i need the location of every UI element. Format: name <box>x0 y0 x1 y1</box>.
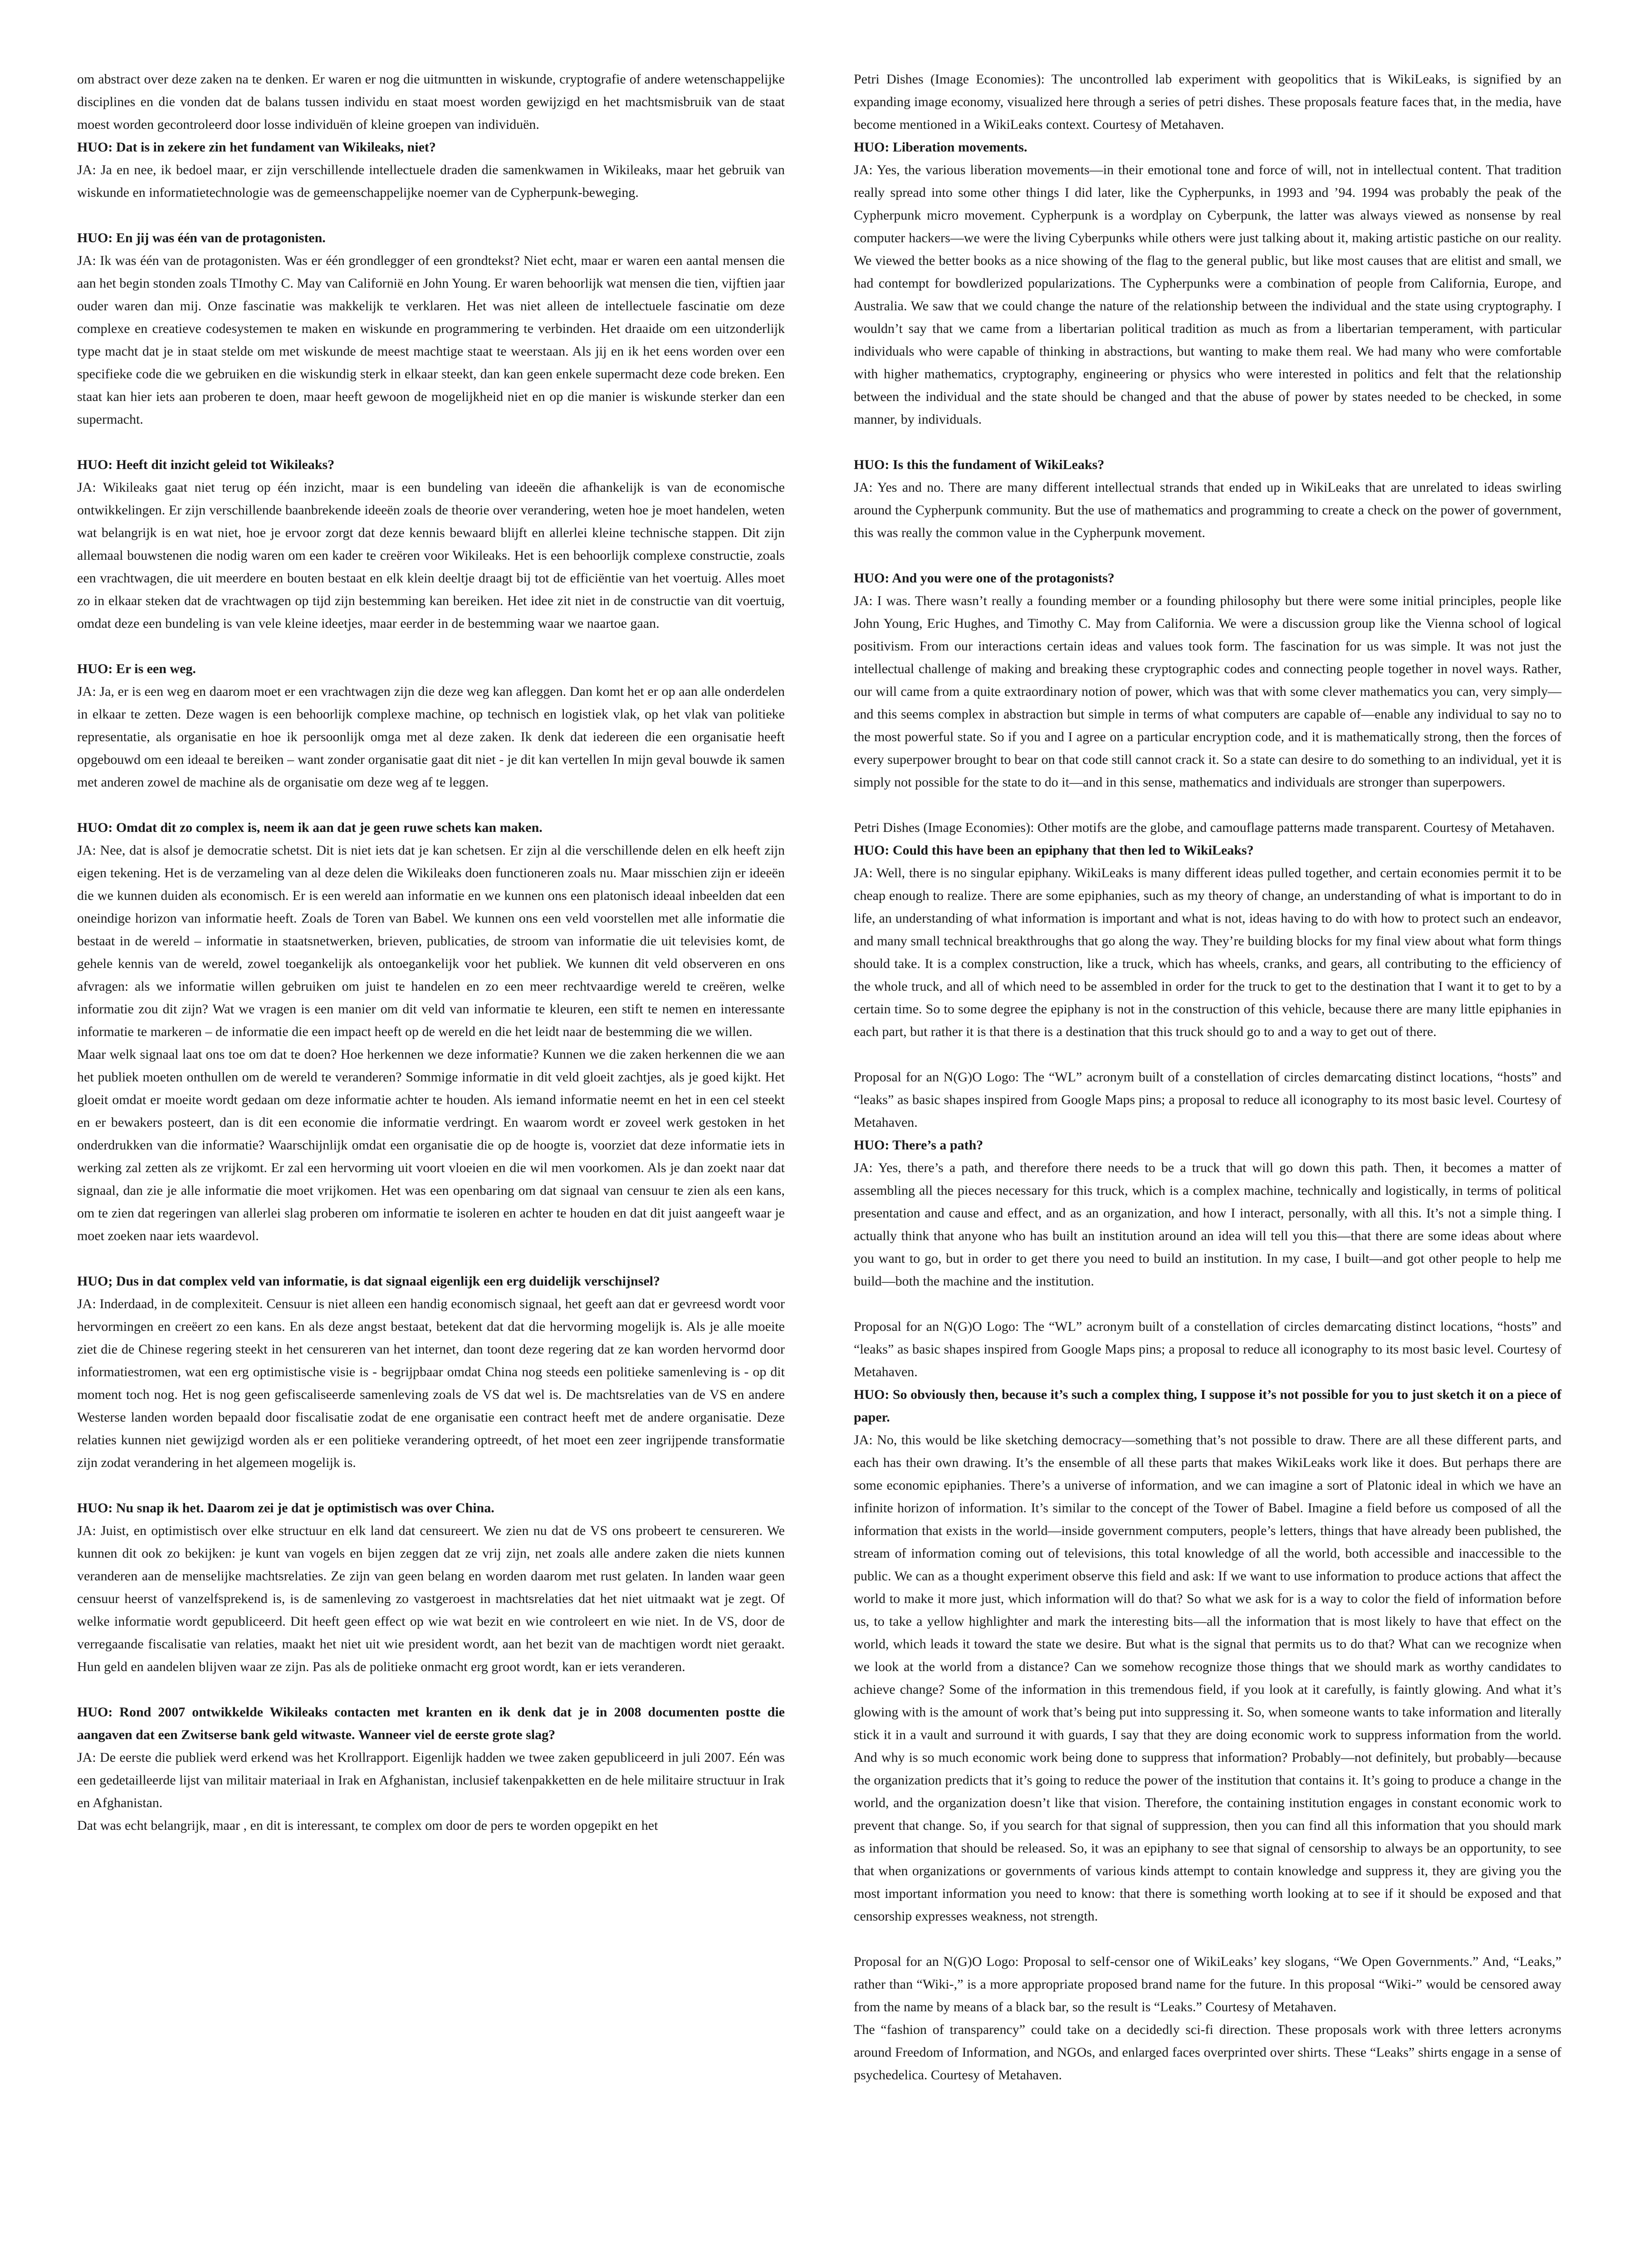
qa-block <box>77 658 785 794</box>
qa-block <box>854 567 1561 794</box>
qa-block <box>77 1270 785 1474</box>
answer: JA: De eerste die publiek werd erkend was het Krollrapport. Eigenlijk hadden we twee zaken gepubliceerd in juli 2007. Eén was een gedetailleerde lijst van militair materiaal in Irak en Afghanistan, inclusief takenpakketten en de hele militaire structuur in Irak en Afghanistan. <box>77 1750 785 1810</box>
question: HUO: En jij was één van de protagonisten. <box>77 230 326 245</box>
question: HUO: Heeft dit inzicht geleid tot Wikileaks? <box>77 457 335 472</box>
intro-paragraph: om abstract over deze zaken na te denken. Er waren er nog die uitmuntten in wiskunde, cryptografie of andere wetenschappelijke disciplines en die vonden dat de balans tussen individu en staat moest worden gewijzigd en het machtsmisbruik van de staat moest worden gecontroleerd door losse individuën of kleine groepen van individuën. <box>77 72 785 132</box>
qa-block <box>77 227 785 431</box>
qa-block <box>77 1701 785 1837</box>
qa-block <box>854 454 1561 544</box>
answer: JA: Nee, dat is alsof je democratie schetst. Dit is niet iets dat je kan schetsen. Er zijn al die verschillende delen en elk heeft zijn eigen tekening. Het is de verzameling van al deze delen die Wikileaks doen functioneren zoals nu. Maar misschien zijn er ideeën die we kunnen duiden als economisch. Er is een wereld aan informatie en we kunnen ons een platonisch ideaal inbeelden dat een oneindige horizon van informatie heeft. Zoals de Toren van Babel. We kunnen ons een veld voorstellen met alle informatie die bestaat in de wereld – informatie in staatsnetwerken, brieven, publicaties, de stroom van informatie die uit televisies komt, de gehele kennis van de wereld, zowel toegankelijk als ontoegankelijk voor het publiek. We kunnen dit veld observeren en ons afvragen: als we informatie willen gebruiken om juist te handelen en zo een meer rechtvaardige wereld te creëren, welke informatie zou dit zijn? Wat we vragen is een manier om dit veld van informatie te kleuren, een stift te nemen en interessante informatie te markeren – de informatie die een impact heeft op de wereld en die het leidt naar de bestemming die we willen. <box>77 843 785 1039</box>
answer: JA: Yes and no. There are many different intellectual strands that ended up in WikiLeaks that are unrelated to ideas swirling around the Cypherpunk community. But the use of mathematics and programming to create a check on the power of government, this was really the common value in the Cypherpunk movement. <box>854 480 1561 540</box>
image-caption: Petri Dishes (Image Economies): Other motifs are the globe, and camouflage patterns made transparent. Courtesy of Metahaven. <box>854 820 1555 835</box>
question: HUO: Dat is in zekere zin het fundament van Wikileaks, niet? <box>77 140 436 155</box>
qa-block <box>854 839 1561 1043</box>
answer: JA: Ja, er is een weg en daarom moet er een vrachtwagen zijn die deze weg kan afleggen. Dan komt het er op aan alle onderdelen in elkaar te zetten. Deze wagen is een behoorlijk complexe machine, op technisch en logistiek vlak, op het vlak van politieke representatie, als organisatie en hoe ik persoonlijk omga met al deze zaken. Ik denk dat iedereen die een organisatie heeft opgebouwd om een ideaal te bereiken – want zonder organisatie gaat dit niet - je dit kan vertellen In mijn geval bouwde ik samen met anderen zowel de machine als de organisatie om deze weg af te leggen. <box>77 684 785 790</box>
question: HUO: Liberation movements. <box>854 140 1027 155</box>
answer: JA: Juist, en optimistisch over elke structuur en elk land dat censureert. We zien nu dat de VS ons probeert te censureren. We kunnen dit ook zo bekijken: je kunt van vogels en bijen zeggen dat ze vrij zijn, net zoals alle andere zaken die niets kunnen veranderen aan de menselijke machtsrelaties. Ze zijn van geen belang en worden daarom met rust gelaten. In landen waar geen censuur heerst of vanzelfsprekend is, is de samenleving zo vastgeroest in machtsrelaties dat het niet uitmaakt wat je zegt. Of welke informatie wordt gepubliceerd. Dit heeft geen effect op wie wat bezit en wie controleert en wie niet. In de VS, door de verregaande fiscalisatie van relaties, maakt het niet uit wie president wordt, aan het bezit van de machtigen wordt niet geraakt. Hun geld en aandelen blijven waar ze zijn. Pas als de politieke onmacht erg groot wordt, kan er iets veranderen. <box>77 1523 785 1674</box>
question: HUO: And you were one of the protagonists? <box>854 571 1115 586</box>
question: HUO; Dus in dat complex veld van informatie, is dat signaal eigenlijk een erg duidelijk verschijnsel? <box>77 1274 660 1289</box>
answer: JA: Ja en nee, ik bedoel maar, er zijn verschillende intellectuele draden die samenkwamen in Wikileaks, maar het gebruik van wiskunde en informatietechnologie was de gemeenschappelijke noemer van de Cypherpunk-beweging. <box>77 162 785 200</box>
question: HUO: There’s a path? <box>854 1138 983 1153</box>
qa-block <box>854 136 1561 431</box>
left-column <box>77 68 785 2268</box>
qa-block <box>77 816 785 1247</box>
answer: JA: Inderdaad, in de complexiteit. Censuur is niet alleen een handig economisch signaal, het geeft aan dat er gevreesd wordt voor hervormingen en creëert zo een kans. En als deze angst bestaat, betekent dat dat die hervorming mogelijk is. Als je alle moeite ziet die de Chinese regering steekt in het censureren van het internet, dan toont deze regering dat ze kan worden hervormd door informatiestromen, wat een erg optimistische visie is - begrijpbaar omdat China nog steeds een politieke samenleving is - op dit moment toch nog. Het is nog geen gefiscaliseerde samenleving zoals de VS dat wel is. De machtsrelaties van de VS en andere Westerse landen worden bepaald door fiscalisatie zodat de ene organisatie een contract heeft met de andere organisatie. Deze relaties kunnen niet gewijzigd worden als er een politieke verandering optreedt, of het moet een zeer ingrijpende transformatie zijn zodat verandering in het algemeen mogelijk is. <box>77 1296 785 1470</box>
answer: JA: Ik was één van de protagonisten. Was er één grondlegger of een grondtekst? Niet echt, maar er waren een aantal mensen die aan het begin stonden zoals TImothy C. May van Californië en John Young. Er waren behoorlijk wat mensen die tien, vijftien jaar ouder waren dan mij. Onze fascinatie was makkelijk te verklaren. Het was niet alleen de intellectuele fascinatie om deze complexe en creatieve codesystemen te maken en wiskunde en programmering te verbinden. Het draaide om een uitzonderlijk type macht dat je in staat stelde om met wiskunde de meest machtige staat te weerstaan. Als jij en ik het eens worden over een specifieke code die we gebruiken en die wiskundig sterk in elkaar steekt, dan kan geen enkele supermacht deze code breken. Een staat kan hier iets aan proberen te doen, maar heeft gewoon de mogelijkheid niet en op die manier is wiskunde sterker dan een supermacht. <box>77 253 785 427</box>
qa-block <box>77 1497 785 1678</box>
answer: JA: I was. There wasn’t really a founding member or a founding philosophy but there were some initial principles, people like John Young, Eric Hughes, and Timothy C. May from California. We were a discussion group like the Vienna school of logical positivism. From our interactions certain ideas and values took form. The fascination for us was simple. It was not just the intellectual challenge of making and breaking these cryptographic codes and connecting people together in novel ways. Rather, our will came from a quite extraordinary notion of power, which was that with some clever mathematics you can, very simply—and this seems complex in abstraction but simple in terms of what computers are capable of—enable any individual to say no to the most powerful state. So if you and I agree on a particular encryption code, and it is mathematically strong, then the forces of every superpower brought to bear on that code still cannot crack it. So a state can desire to do something to an individual, yet it is simply not possible for the state to do it—and in this sense, mathematics and individuals are stronger than superpowers. <box>854 593 1561 790</box>
question: HUO: Nu snap ik het. Daarom zei je dat je optimistisch was over China. <box>77 1501 494 1515</box>
qa-block <box>77 136 785 204</box>
question: HUO: Is this the fundament of WikiLeaks? <box>854 457 1105 472</box>
image-caption: Proposal for an N(G)O Logo: The “WL” acronym built of a constellation of circles demarcating distinct locations, “hosts” and “leaks” as basic shapes inspired from Google Maps pins; a proposal to reduce all iconography to its most basic level. Courtesy of Metahaven. <box>854 1319 1561 1379</box>
question: HUO: Could this have been an epiphany that then led to WikiLeaks? <box>854 843 1254 858</box>
image-caption: The “fashion of transparency” could take on a decidedly sci-fi direction. These proposals work with three letters acronyms around Freedom of Information, and NGOs, and enlarged faces overprinted over shirts. These “Leaks” shirts engage in a sense of psychedelica. Courtesy of Metahaven. <box>854 2022 1561 2082</box>
answer: JA: Wikileaks gaat niet terug op één inzicht, maar is een bundeling van ideeën die afhankelijk is van de economische ontwikkelingen. Er zijn verschillende baanbrekende ideeën zoals de theorie over verandering, weten hoe je moet handelen, weten wat belangrijk is en wat niet, hoe je ervoor zorgt dat deze kennis bewaard blijft en allerlei kleine technische stappen. Dit zijn allemaal bouwstenen die nodig waren om een kader te creëren voor Wikileaks. Het is een behoorlijk complexe constructie, zoals een vrachtwagen, die uit meerdere en bouten bestaat en elk klein deeltje draagt bij tot de efficiëntie van het voertuig. Alles moet zo in elkaar steken dat de vrachtwagen op tijd zijn bestemming kan bereiken. Het idee zit niet in de constructie van dit voertuig, omdat deze een bundeling is van vele kleine ideetjes, maar eerder in de bestemming waar we naartoe gaan. <box>77 480 785 631</box>
image-caption: Proposal for an N(G)O Logo: Proposal to self-censor one of WikiLeaks’ key slogans, “We Open Governments.” And, “Leaks,” rather than “Wiki-,” is a more appropriate proposed brand name for the future. In this proposal “Wiki-” would be censored away from the name by means of a black bar, so the result is “Leaks.” Courtesy of Metahaven. <box>854 1954 1561 2014</box>
image-caption: Petri Dishes (Image Economies): The uncontrolled lab experiment with geopolitics that is WikiLeaks, is signified by an expanding image economy, visualized here through a series of petri dishes. These proposals feature faces that, in the media, have become mentioned in a WikiLeaks context. Courtesy of Metahaven. <box>854 72 1561 132</box>
answer: JA: Yes, the various liberation movements—in their emotional tone and force of will, not in intellectual content. That tradition really spread into some other things I did later, like the Cypherpunks, in 1993 and ’94. 1994 was probably the peak of the Cypherpunk micro movement. Cypherpunk is a wordplay on Cyberpunk, the latter was always viewed as nonsense by real computer hackers—we were the living Cyberpunks while others were just talking about it, making artistic pastiche on our reality. We viewed the better books as a nice showing of the flag to the general public, but like most causes that are elitist and small, we had contempt for bowdlerized popularizations. The Cypherpunks were a combination of people from California, Europe, and Australia. We saw that we could change the nature of the relationship between the individual and the state using cryptography. I wouldn’t say that we came from a libertarian political tradition as much as from a libertarian temperament, with particular individuals who were capable of thinking in abstractions, but wanting to make them real. We had many who were comfortable with higher mathematics, cryptography, engineering or physics who were interested in politics and felt that the relationship between the individual and the state should be changed and that the abuse of power by states needed to be checked, in some manner, by individuals. <box>854 162 1561 427</box>
answer: JA: No, this would be like sketching democracy—something that’s not possible to draw. There are all these different parts, and each has their own drawing. It’s the ensemble of all these parts that makes WikiLeaks work like it does. But perhaps there are some economic epiphanies. There’s a universe of information, and we can imagine a sort of Platonic ideal in which we have an infinite horizon of information. It’s similar to the concept of the Tower of Babel. Imagine a field before us composed of all the information that exists in the world—inside government computers, people’s letters, things that have already been published, the stream of information coming out of televisions, this total knowledge of all the world, both accessible and inaccessible to the public. We can as a thought experiment observe this field and ask: If we want to use information to produce actions that affect the world to make it more just, which information will do that? So what we ask for is a way to color the field of information before us, to take a yellow highlighter and mark the interesting bits—all the information that is most likely to have that effect on the world, which leads it toward the state we desire. But what is the signal that permits us to do that? What can we recognize when we look at the world from a distance? Can we somehow recognize those things that we should mark as worthy candidates to achieve change? Some of the information in this tremendous field, if you look at it carefully, is faintly glowing. And what it’s glowing with is the amount of work that’s being put into suppressing it. So, when someone wants to take information and literally stick it in a vault and surround it with guards, I say that they are doing economic work to suppress information from the world. And why is so much economic work being done to suppress that information? Probably—not definitely, but probably—because the organization predicts that it’s going to reduce the power of the institution that contains it. It’s going to produce a change in the world, and the organization doesn’t like that vision. Therefore, the containing institution engages in constant economic work to prevent that change. So, if you search for that signal of suppression, then you can find all this information that you should mark as information that should be released. So, it was an epiphany to see that signal of censorship to always be an opportunity, to see that when organizations or governments of various kinds attempt to contain knowledge and suppress it, they are giving you the most important information you need to know: that there is something worth looking at to see if it should be exposed and that censorship expresses weakness, not strength. <box>854 1432 1561 1924</box>
qa-block <box>854 1383 1561 1928</box>
qa-block <box>854 1134 1561 1293</box>
question: HUO: Er is een weg. <box>77 661 196 676</box>
question: HUO: Rond 2007 ontwikkelde Wikileaks contacten met kranten en ik denk dat je in 2008 documenten postte die aangaven dat een Zwitserse bank geld witwaste. Wanneer viel de eerste grote slag? <box>77 1705 785 1742</box>
qa-block <box>77 454 785 635</box>
answer: JA: Yes, there’s a path, and therefore there needs to be a truck that will go down this path. Then, it becomes a matter of assembling all the pieces necessary for this truck, which is a complex machine, technically and logistically, in terms of political presentation and cause and effect, and as an organization, and how I interact, personally, with all this. It’s not a simple thing. I actually think that anyone who has built an institution around an idea will tell you this—that there are some ideas about where you want to go, but in order to get there you need to build an institution. In my case, I built—and got other people to help me build—both the machine and the institution. <box>854 1160 1561 1289</box>
answer: JA: Well, there is no singular epiphany. WikiLeaks is many different ideas pulled together, and certain economies permit it to be cheap enough to realize. There are some epiphanies, such as my theory of change, an understanding of what is important to do in life, an understanding of what information is important and what is not, ideas having to do with how to protect such an endeavor, and many small technical breakthroughs that go along the way. They’re building blocks for my final view about what form things should take. It is a complex construction, like a truck, which has wheels, cranks, and gears, all contributing to the efficiency of the whole truck, and all of which need to be assembled in order for the truck to get to the destination that I want it to get to by a certain time. So to some degree the epiphany is not in the construction of this vehicle, because there are many little epiphanies in each part, but rather it is that there is a destination that this truck should go to and a way to get out of there. <box>854 865 1561 1039</box>
right-column <box>854 68 1561 2268</box>
answer-continued: Maar welk signaal laat ons toe om dat te doen? Hoe herkennen we deze informatie? Kunnen we die zaken herkennen die we aan het publiek moeten onthullen om de wereld te veranderen? Sommige informatie in dit veld gloeit zachtjes, als je goed kijkt. Het gloeit omdat er moeite wordt gedaan om deze informatie achter te houden. Als iemand informatie neemt en het in een cel steekt en er bewakers posteert, dan is dit een economie die informatie verdringt. En waarom wordt er zoveel werk gestoken in het onderdrukken van die informatie? Waarschijnlijk omdat een organisatie die op de hoogte is, voorziet dat deze informatie iets in werking zal zetten als ze vrijkomt. Er zal een hervorming uit voort vloeien en die wil men voorkomen. Als je dan zoekt naar dat signaal, dan zie je alle informatie die moet vrijkomen. Het was een openbaring om dat signaal van censuur te zien als een kans, om te zien dat regeringen van allerlei slag proberen om informatie te isoleren en achter te houden en dat dit juist aangeeft waar je moet zoeken naar iets waardevol. <box>77 1047 785 1243</box>
image-caption: Proposal for an N(G)O Logo: The “WL” acronym built of a constellation of circles demarcating distinct locations, “hosts” and “leaks” as basic shapes inspired from Google Maps pins; a proposal to reduce all iconography to its most basic level. Courtesy of Metahaven. <box>854 1070 1561 1130</box>
question: HUO: Omdat dit zo complex is, neem ik aan dat je geen ruwe schets kan maken. <box>77 820 543 835</box>
answer-continued: Dat was echt belangrijk, maar , en dit is interessant, te complex om door de pers te worden opgepikt en het <box>77 1818 658 1833</box>
question: HUO: So obviously then, because it’s such a complex thing, I suppose it’s not possible for you to just sketch it on a piece of paper. <box>854 1387 1561 1425</box>
